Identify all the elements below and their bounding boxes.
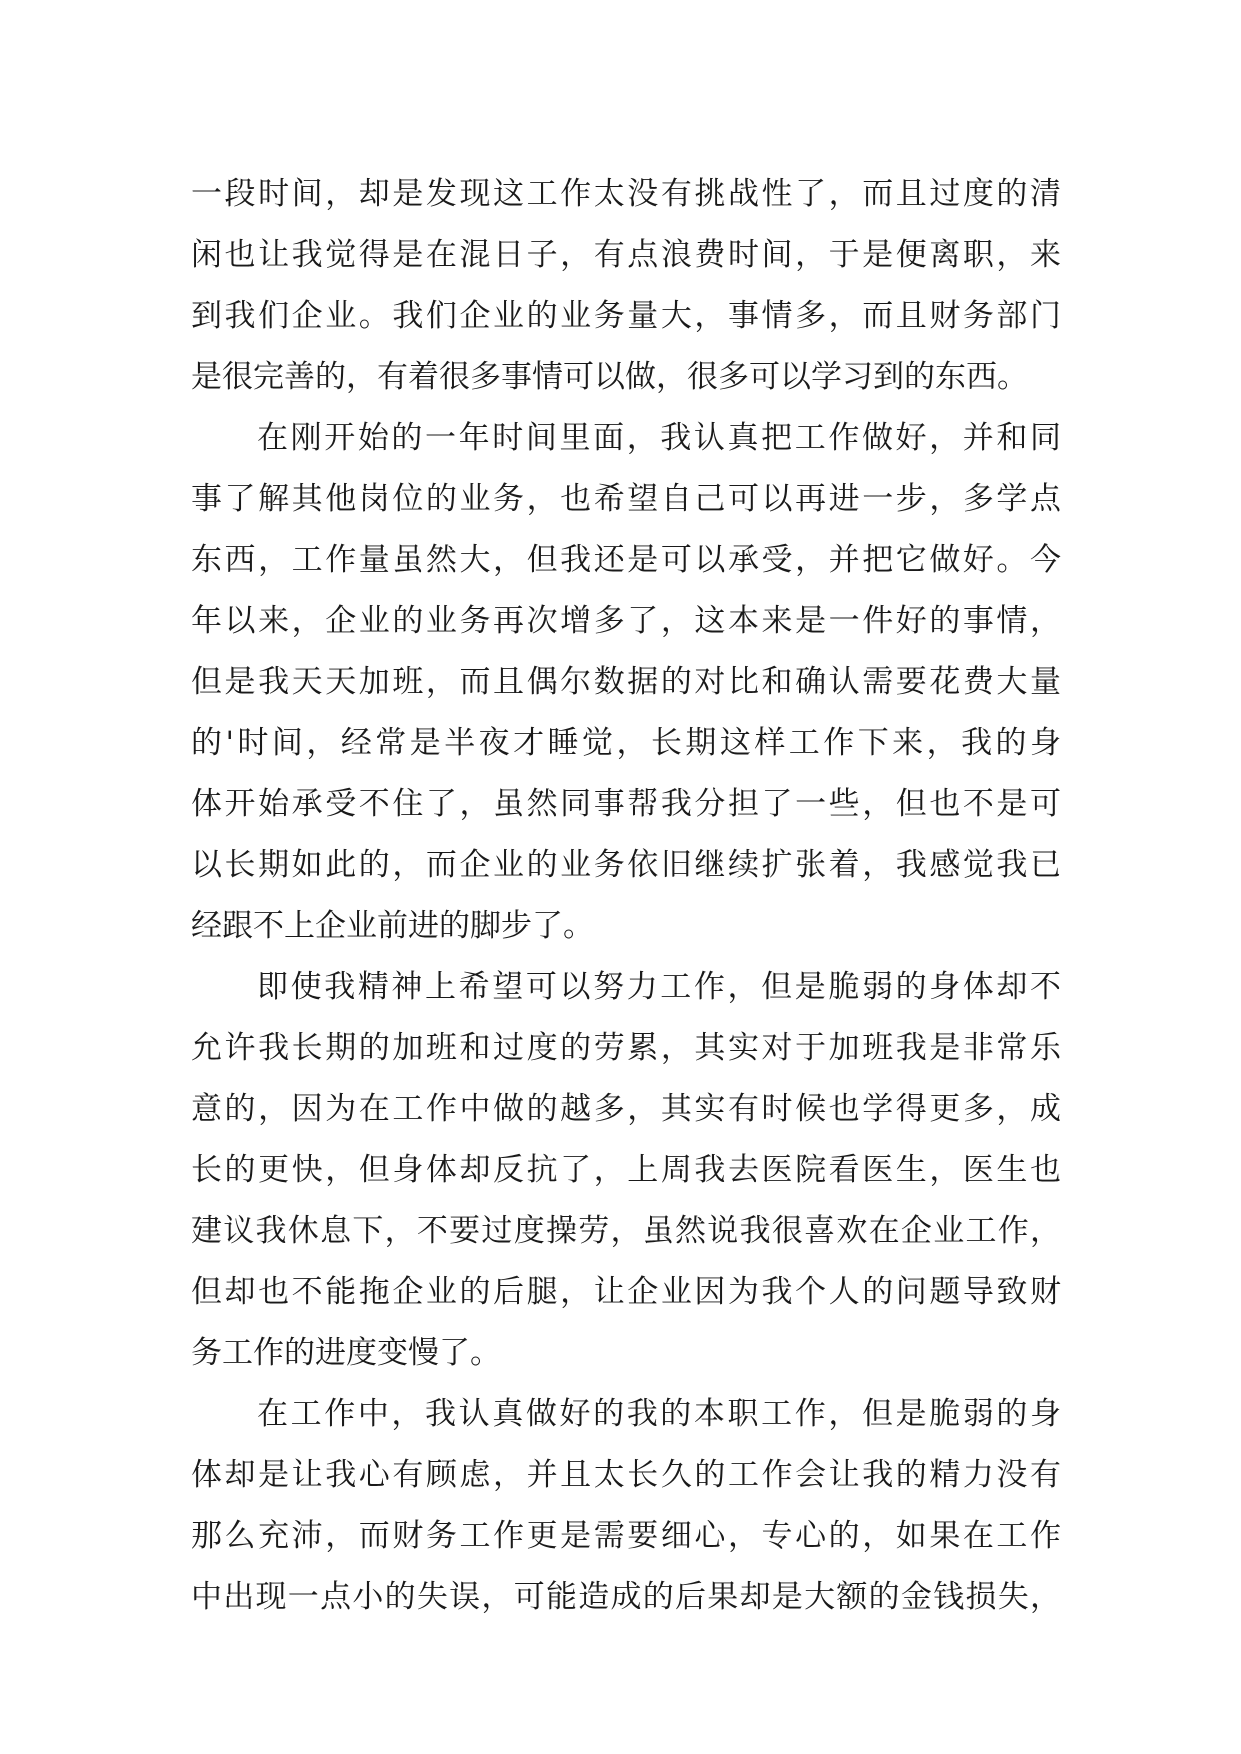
text-line: 的'时间，经常是半夜才睡觉，长期这样工作下来，我的身	[191, 725, 1061, 761]
text-line: 但却也不能拖企业的后腿，让企业因为我个人的问题导致财	[191, 1274, 1061, 1310]
text-line: 务工作的进度变慢了。	[191, 1335, 501, 1371]
paragraph-1	[191, 164, 1061, 408]
text-line: 长的更快，但身体却反抗了，上周我去医院看医生，医生也	[191, 1152, 1061, 1188]
text-line: 到我们企业。我们企业的业务量大，事情多，而且财务部门	[191, 298, 1061, 334]
text-line: 即使我精神上希望可以努力工作，但是脆弱的身体却不	[257, 969, 1061, 1005]
text-line: 是很完善的，有着很多事情可以做，很多可以学习到的东西。	[191, 359, 1028, 395]
text-line: 事了解其他岗位的业务，也希望自己可以再进一步，多学点	[191, 481, 1061, 517]
text-line: 那么充沛，而财务工作更是需要细心，专心的，如果在工作	[191, 1518, 1061, 1554]
text-line: 体却是让我心有顾虑，并且太长久的工作会让我的精力没有	[191, 1457, 1061, 1493]
text-line: 中出现一点小的失误，可能造成的后果却是大额的金钱损失，	[191, 1579, 1061, 1615]
text-line: 建议我休息下，不要过度操劳，虽然说我很喜欢在企业工作，	[191, 1213, 1061, 1249]
text-line: 体开始承受不住了，虽然同事帮我分担了一些，但也不是可	[191, 786, 1061, 822]
paragraph-3	[191, 957, 1061, 1384]
text-line: 经跟不上企业前进的脚步了。	[191, 908, 594, 944]
paragraph-4	[191, 1384, 1061, 1628]
text-line: 闲也让我觉得是在混日子，有点浪费时间，于是便离职，来	[191, 237, 1061, 273]
text-line: 年以来，企业的业务再次增多了，这本来是一件好的事情，	[191, 603, 1061, 639]
text-line: 在工作中，我认真做好的我的本职工作，但是脆弱的身	[257, 1396, 1061, 1432]
text-line: 但是我天天加班，而且偶尔数据的对比和确认需要花费大量	[191, 664, 1061, 700]
text-line: 意的，因为在工作中做的越多，其实有时候也学得更多，成	[191, 1091, 1061, 1127]
text-line: 东西，工作量虽然大，但我还是可以承受，并把它做好。今	[191, 542, 1061, 578]
text-line: 允许我长期的加班和过度的劳累，其实对于加班我是非常乐	[191, 1030, 1061, 1066]
text-line: 一段时间，却是发现这工作太没有挑战性了，而且过度的清	[191, 176, 1061, 212]
paragraph-2	[191, 408, 1061, 957]
text-line: 以长期如此的，而企业的业务依旧继续扩张着，我感觉我已	[191, 847, 1061, 883]
text-line: 在刚开始的一年时间里面，我认真把工作做好，并和同	[257, 420, 1061, 456]
document-body	[191, 164, 1061, 1628]
